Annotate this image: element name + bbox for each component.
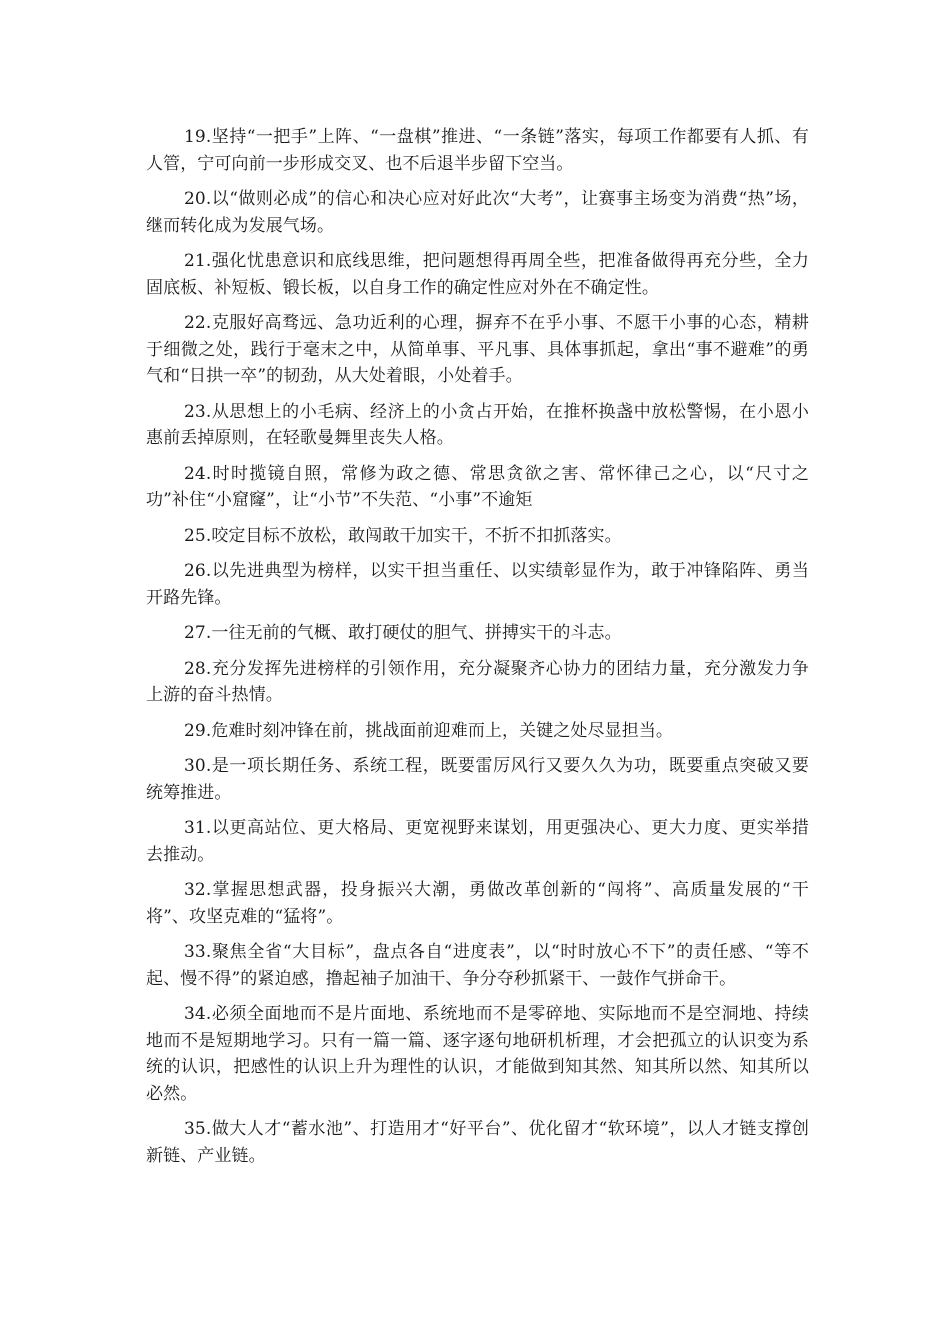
paragraph-33: 33.聚焦全省“大目标”，盘点各自“进度表”，以“时时放心不下”的责任感、“等不起、慢不得”的紧迫感，撸起袖子加油干、争分夺秒抓紧干、一鼓作气拼命干。 [146,942,809,989]
paragraph-30: 30.是一项长期任务、系统工程，既要雷厉风行又要久久为功，既要重点突破又要统筹推进。 [146,756,809,803]
document-page [146,124,809,1178]
paragraph-23: 23.从思想上的小毛病、经济上的小贪占开始，在推杯换盏中放松警惕，在小恩小惠前丢掉原则，在轻歌曼舞里丧失人格。 [146,401,809,448]
paragraph-22: 22.克服好高骛远、急功近利的心理，摒弃不在乎小事、不愿干小事的心态，精耕于细微之处，践行于毫末之中，从简单事、平凡事、具体事抓起，拿出“事不避难”的勇气和“日拱一卒”的韧劲，从大处着眼，小处着手。 [146,313,809,386]
paragraph-35: 35.做大人才“蓄水池”、打造用才“好平台”、优化留才“软环境”，以人才链支撑创新链、产业链。 [146,1119,809,1166]
paragraph-20: 20.以“做则必成”的信心和决心应对好此次“大考”，让赛事主场变为消费“热”场，继而转化成为发展气场。 [146,189,809,236]
paragraph-27: 27.一往无前的气概、敢打硬仗的胆气、拼搏实干的斗志。 [184,623,622,643]
paragraph-32: 32.掌握思想武器，投身振兴大潮，勇做改革创新的“闯将”、高质量发展的“干将”、攻坚克难的“猛将”。 [146,880,809,927]
paragraph-34: 34.必须全面地而不是片面地、系统地而不是零碎地、实际地而不是空洞地、持续地而不是短期地学习。只有一篇一篇、逐字逐句地研机析理，才会把孤立的认识变为系统的认识，把感性的认识上升为理性的认识，才能做到知其然、知其所以然、知其所以必然。 [146,1004,809,1104]
paragraph-26: 26.以先进典型为榜样，以实干担当重任、以实绩彰显作为，敢于冲锋陷阵、勇当开路先锋。 [146,561,809,608]
paragraph-25: 25.咬定目标不放松，敢闯敢干加实干，不折不扣抓落实。 [184,525,622,546]
paragraph-21: 21.强化忧患意识和底线思维，把问题想得再周全些，把准备做得再充分些，全力固底板、补短板、锻长板，以自身工作的确定性应对外在不确定性。 [146,251,809,298]
paragraph-19: 19.坚持“一把手”上阵、“一盘棋”推进、“一条链”落实，每项工作都要有人抓、有人管，宁可向前一步形成交叉、也不后退半步留下空当。 [146,127,809,174]
paragraph-28: 28.充分发挥先进榜样的引领作用，充分凝聚齐心协力的团结力量，充分激发力争上游的奋斗热情。 [146,658,809,705]
paragraph-24: 24.时时揽镜自照，常修为政之德、常思贪欲之害、常怀律己之心，以“尺寸之功”补住“小窟窿”，让“小节”不失范、“小事”不逾矩 [146,463,809,510]
paragraph-31: 31.以更高站位、更大格局、更宽视野来谋划，用更强决心、更大力度、更实举措去推动。 [146,818,809,865]
paragraph-29: 29.危难时刻冲锋在前，挑战面前迎难而上，关键之处尽显担当。 [184,720,674,741]
